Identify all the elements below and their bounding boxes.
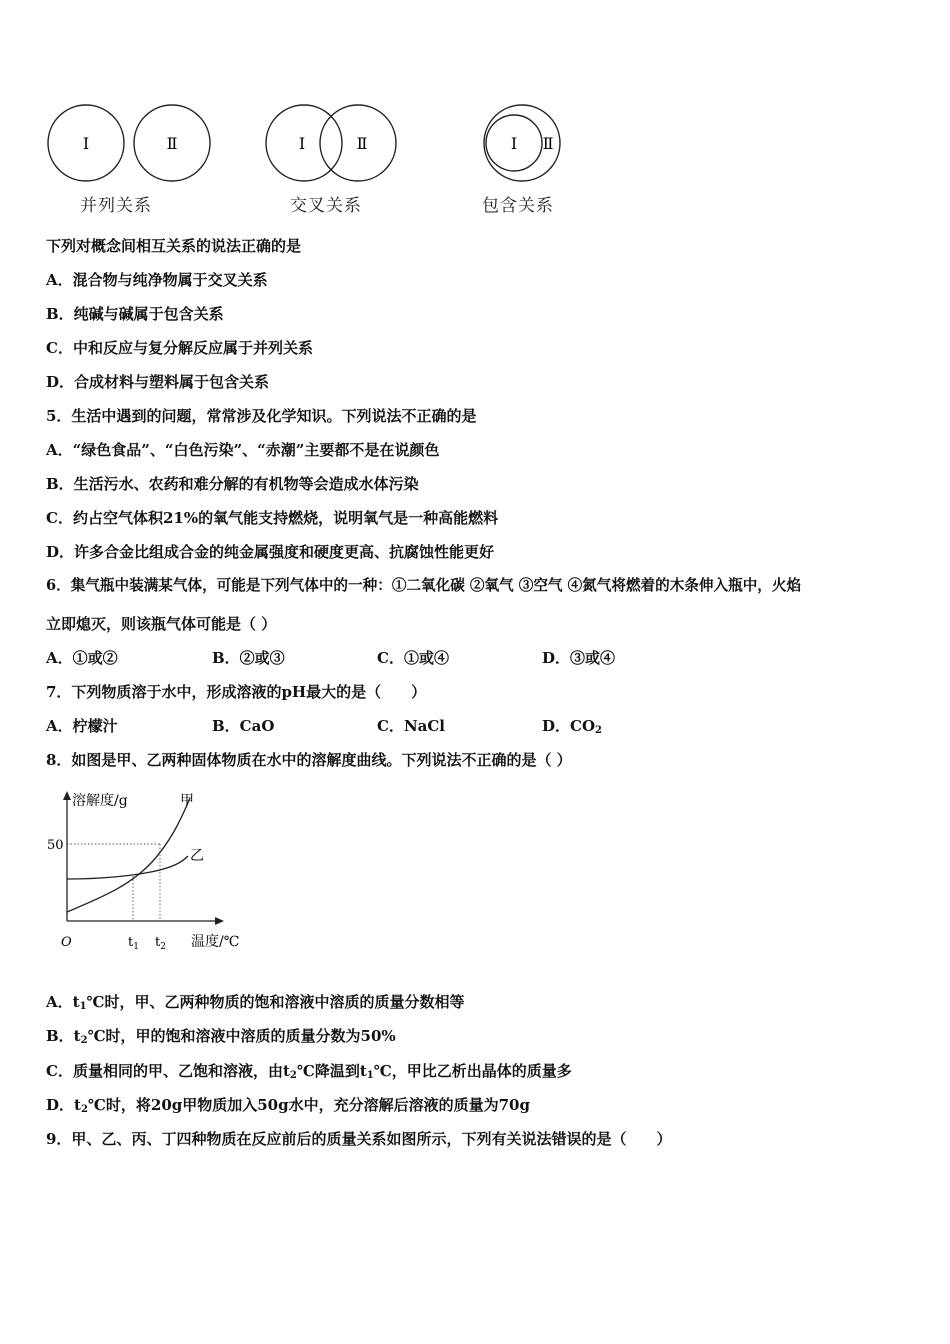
- origin-label: O: [61, 935, 72, 950]
- q8-option-c-sub2: 1: [366, 1070, 374, 1081]
- q4-option-a: A．混合物与纯净物属于交叉关系: [46, 271, 268, 289]
- q5-option-a: A．“绿色食品”、“白色污染”、“赤潮”主要都不是在说颜色: [46, 441, 440, 459]
- y-axis-label: 溶解度/g: [72, 793, 128, 809]
- solubility-chart: [40, 786, 260, 956]
- q4-option-c: C．中和反应与复分解反应属于并列关系: [46, 339, 313, 357]
- q6-stem-line1: 6．集气瓶中装满某气体，可能是下列气体中的一种：①二氧化碳 ②氧气 ③空气 ④氮气将燃着的木条伸入瓶中，火焰: [46, 577, 802, 594]
- q7-options: [46, 716, 906, 736]
- q8-option-a-pre: A．t: [46, 993, 80, 1011]
- q8-option-d-sub: 2: [80, 1104, 88, 1115]
- q8-option-a-sub: 1: [79, 1001, 87, 1012]
- x-tick-t1: [128, 935, 139, 952]
- q7-stem: 7．下列物质溶于水中，形成溶液的pH最大的是（ ）: [46, 683, 427, 701]
- q5-option-d: D．许多合金比组成合金的纯金属强度和硬度更高、抗腐蚀性能更好: [46, 543, 495, 561]
- q8-option-b-pre: B．t: [46, 1027, 81, 1045]
- q8-option-b-post: ℃时，甲的饱和溶液中溶质的质量分数为50%: [87, 1027, 396, 1045]
- series-jia-curve: [67, 798, 190, 912]
- x-tick-t2-sub: 2: [160, 942, 166, 952]
- y-axis-arrow: [63, 791, 71, 800]
- q6-option-a: A．①或②: [46, 649, 118, 667]
- q5-stem: 5．生活中遇到的问题，常常涉及化学知识。下列说法不正确的是: [46, 407, 477, 425]
- q8-option-c-post: ℃，甲比乙析出晶体的质量多: [373, 1062, 572, 1080]
- q7-option-d-text: D．CO: [542, 717, 596, 735]
- contain-relation-caption: 包含关系: [482, 196, 554, 216]
- circle-one-label: Ⅰ: [82, 134, 90, 153]
- parallel-relation-diagram: [48, 105, 210, 181]
- circle-two-label: Ⅱ: [356, 134, 368, 153]
- q8-option-c: [46, 1061, 572, 1086]
- q8-stem: 8．如图是甲、乙两种固体物质在水中的溶解度曲线。下列说法不正确的是（ ）: [46, 751, 572, 769]
- q4-option-b: B．纯碱与碱属于包含关系: [46, 305, 224, 323]
- q4-stem: 下列对概念间相互关系的说法正确的是: [46, 237, 302, 255]
- q7-option-a: A．柠檬汁: [46, 717, 118, 735]
- q8-option-a: [46, 992, 465, 1017]
- inner-circle-label: Ⅰ: [510, 134, 518, 153]
- q8-option-d-pre: D．t: [46, 1096, 81, 1114]
- parallel-relation-caption: 并列关系: [80, 196, 152, 216]
- q8-option-a-post: ℃时，甲、乙两种物质的饱和溶液中溶质的质量分数相等: [86, 993, 465, 1011]
- q7-option-d: [542, 716, 602, 741]
- x-tick-t1-sub: 1: [133, 942, 139, 952]
- q6-stem-line2: 立即熄灭，则该瓶气体可能是（ ）: [46, 615, 277, 633]
- x-axis-arrow: [215, 917, 224, 925]
- x-tick-t2-main: t: [155, 935, 161, 950]
- outer-circle-label: Ⅱ: [542, 134, 554, 153]
- x-tick-t1-main: t: [128, 935, 134, 950]
- q8-option-d: [46, 1095, 530, 1120]
- q6-options: [46, 648, 906, 668]
- x-axis-label: 温度/℃: [191, 934, 240, 950]
- q5-option-c: C．约占空气体积21%的氧气能支持燃烧，说明氧气是一种高能燃料: [46, 509, 499, 527]
- q7-option-c: C．NaCl: [377, 717, 446, 735]
- q8-option-c-mid: ℃降温到t: [296, 1062, 367, 1080]
- q5-option-b: B．生活污水、农药和难分解的有机物等会造成水体污染: [46, 475, 419, 493]
- q8-option-b-sub: 2: [80, 1035, 88, 1046]
- cross-relation-diagram: [266, 105, 396, 181]
- series-jia-label: 甲: [180, 793, 194, 809]
- circle-two-label: Ⅱ: [166, 134, 178, 153]
- series-yi-curve: [67, 856, 188, 879]
- q8-option-c-pre: C．质量相同的甲、乙饱和溶液，由t: [46, 1062, 290, 1080]
- q9-stem: 9．甲、乙、丙、丁四种物质在反应前后的质量关系如图所示，下列有关说法错误的是（ ）: [46, 1130, 672, 1148]
- q6-option-c: C．①或④: [377, 649, 449, 667]
- q7-option-d-subscript: 2: [595, 725, 602, 736]
- q7-option-b: B．CaO: [212, 717, 275, 735]
- q6-option-d: D．③或④: [542, 649, 616, 667]
- contain-relation-diagram: [484, 105, 560, 181]
- q6-option-b: B．②或③: [212, 649, 285, 667]
- q4-option-d: D．合成材料与塑料属于包含关系: [46, 373, 270, 391]
- q8-option-c-sub: 2: [289, 1070, 297, 1081]
- circle-one-label: Ⅰ: [298, 134, 306, 153]
- q8-option-b: [46, 1026, 396, 1051]
- q8-option-d-post: ℃时，将20g甲物质加入50g水中，充分溶解后溶液的质量为70g: [87, 1096, 530, 1114]
- x-tick-t2: [155, 935, 166, 952]
- series-yi-label: 乙: [190, 848, 204, 864]
- cross-relation-caption: 交叉关系: [290, 196, 362, 216]
- y-tick-50: 50: [47, 838, 64, 853]
